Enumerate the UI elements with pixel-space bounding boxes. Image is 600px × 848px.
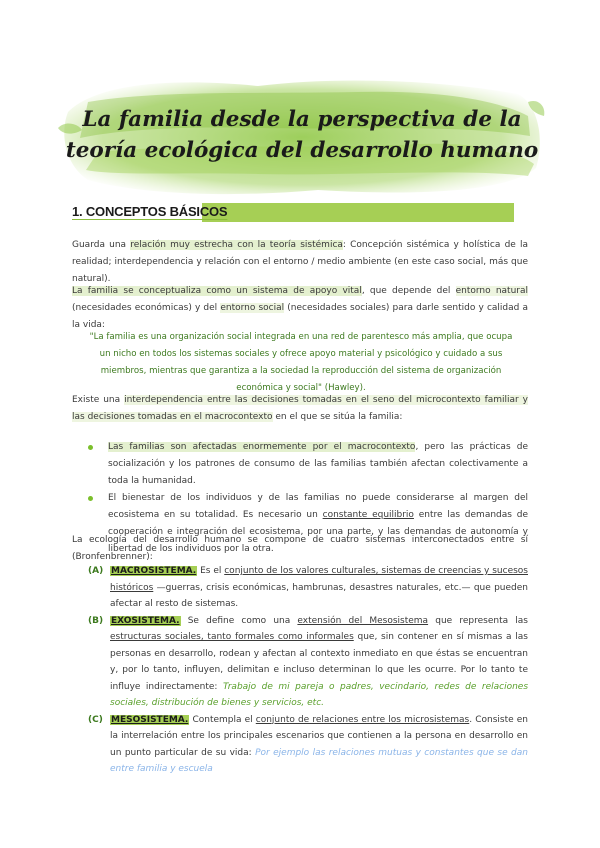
item-tag: (B) <box>88 615 104 626</box>
list-item <box>88 439 528 490</box>
underline-run: conjunto de los valores culturales, sistemas de creencias y sucesos históricos <box>110 566 528 593</box>
page-title <box>58 104 546 166</box>
item-tag: (A) <box>88 566 104 576</box>
text-run: . Consiste en la interrelación entre los principales escenarios que contienen a la persona en desarrollo en un punto particular de su vida: <box>110 714 529 758</box>
text-run: Contempla el <box>189 714 256 725</box>
highlight-run: La familia se conceptualiza como un sistema de apoyo vital <box>72 286 362 296</box>
text-run: —guerras, crisis económicas, hambrunas, desastres naturales, etc.— que pueden afectar al resto de sistemas. <box>110 582 528 609</box>
list-item-exosistema <box>88 613 528 712</box>
example-text: Trabajo de mi pareja o padres, vecindario, redes de relaciones sociales, distribución de bienes y servicios, etc. <box>110 681 529 708</box>
text-run: Se define como una <box>180 615 298 626</box>
example-text: Por ejemplo las relaciones mutuas y constantes que se dan entre familia y escuela <box>110 747 528 774</box>
highlight-run: interdependencia entre las decisiones tomadas en el seno del microcontexto familiar y las decisiones tomadas en el macrocontexto <box>72 395 528 422</box>
title-line-1: La familia desde la perspectiva de la <box>82 107 522 132</box>
item-tag: (C) <box>88 714 103 725</box>
bullet-dot-icon <box>88 445 93 450</box>
highlight-run: relación muy estrecha con la teoría sistémica <box>130 240 343 250</box>
list-item-macrosistema <box>88 563 528 613</box>
section-heading-label: 1. CONCEPTOS BÁSICOS <box>72 204 228 219</box>
text-run: que representa las <box>428 615 528 626</box>
text-run: : Concepción sistémica y holística de la realidad; interdependencia y relación con el entorno / medio ambiente (en este caso social, más que natural). <box>72 240 529 284</box>
paragraph-sistemica <box>72 237 528 288</box>
underline-run: constante equilibrio <box>322 510 414 520</box>
text-run: , pero las prácticas de socialización y los patrones de consumo de las familias también afectan colectivamente a toda la humanidad. <box>108 442 528 486</box>
text-run: que, sin contener en sí mismas a las personas en desarrollo, rodean y afectan al contexto inmediato en que éstas se encuentran y, por lo tanto, influyen, delimitan e incluso determinan lo que les ocurre. Por lo tanto te influye indirectamente: <box>110 632 528 692</box>
paragraph-bronfenbrenner: La ecología del desarrollo humano se compone de cuatro sistemas interconectados entre sí (Bronfenbrenner): <box>72 535 528 562</box>
system-name: EXOSISTEMA. <box>111 615 180 626</box>
bullet-dot-icon <box>88 496 93 501</box>
system-name: MESOSISTEMA. <box>111 714 189 725</box>
systems-list <box>88 563 528 778</box>
title-line-2: teoría ecológica del desarrollo humano <box>65 138 539 163</box>
text-run: , que depende del <box>361 286 456 296</box>
underline-run: conjunto de relaciones entre los microsistemas <box>255 714 470 725</box>
section-heading-bar <box>202 203 514 222</box>
text-run: Existe una <box>72 395 125 405</box>
paragraph-familia-sistema <box>72 283 528 334</box>
text-run: (necesidades económicas) y del <box>72 303 221 313</box>
system-name: MACROSISTEMA. <box>111 566 197 576</box>
list-item-mesosistema <box>88 712 528 778</box>
highlight-run: entorno social <box>220 303 285 313</box>
section-heading <box>72 203 514 222</box>
paragraph-interdependencia <box>72 392 528 426</box>
text-run: Guarda una <box>72 240 131 250</box>
hawley-quote: "La familia es una organización social integrada en una red de parentesco más amplia, que ocupa un nicho en todos los sistemas sociales y ofrece apoyo material y psicológico y cuidado a sus miembros, mientras que garantiza a la sociedad la reproducción del sistema de organización económica y social" (Hawley). <box>89 332 513 393</box>
highlight-run: Las familias son afectadas enormemente por el macrocontexto <box>108 442 416 452</box>
text-run: El bienestar de los individuos y de las familias no puede considerarse al margen del ecosistema en su totalidad. Es necesario un <box>108 493 528 520</box>
text-run: (necesidades sociales) para darle sentido y calidad a la vida: <box>72 303 529 330</box>
text-run: en el que se sitúa la familia: <box>272 412 403 422</box>
text-run: Es el <box>197 566 225 576</box>
text-run: entre las demandas de cooperación e integración del ecosistema, por una parte, y las demandas de autonomía y libertad de los individuos por la otra. <box>108 510 528 554</box>
underline-run: estructuras sociales, tanto formales como informales <box>110 632 354 642</box>
underline-run: extensión del Mesosistema <box>297 615 429 626</box>
highlight-run: entorno natural <box>455 286 528 296</box>
